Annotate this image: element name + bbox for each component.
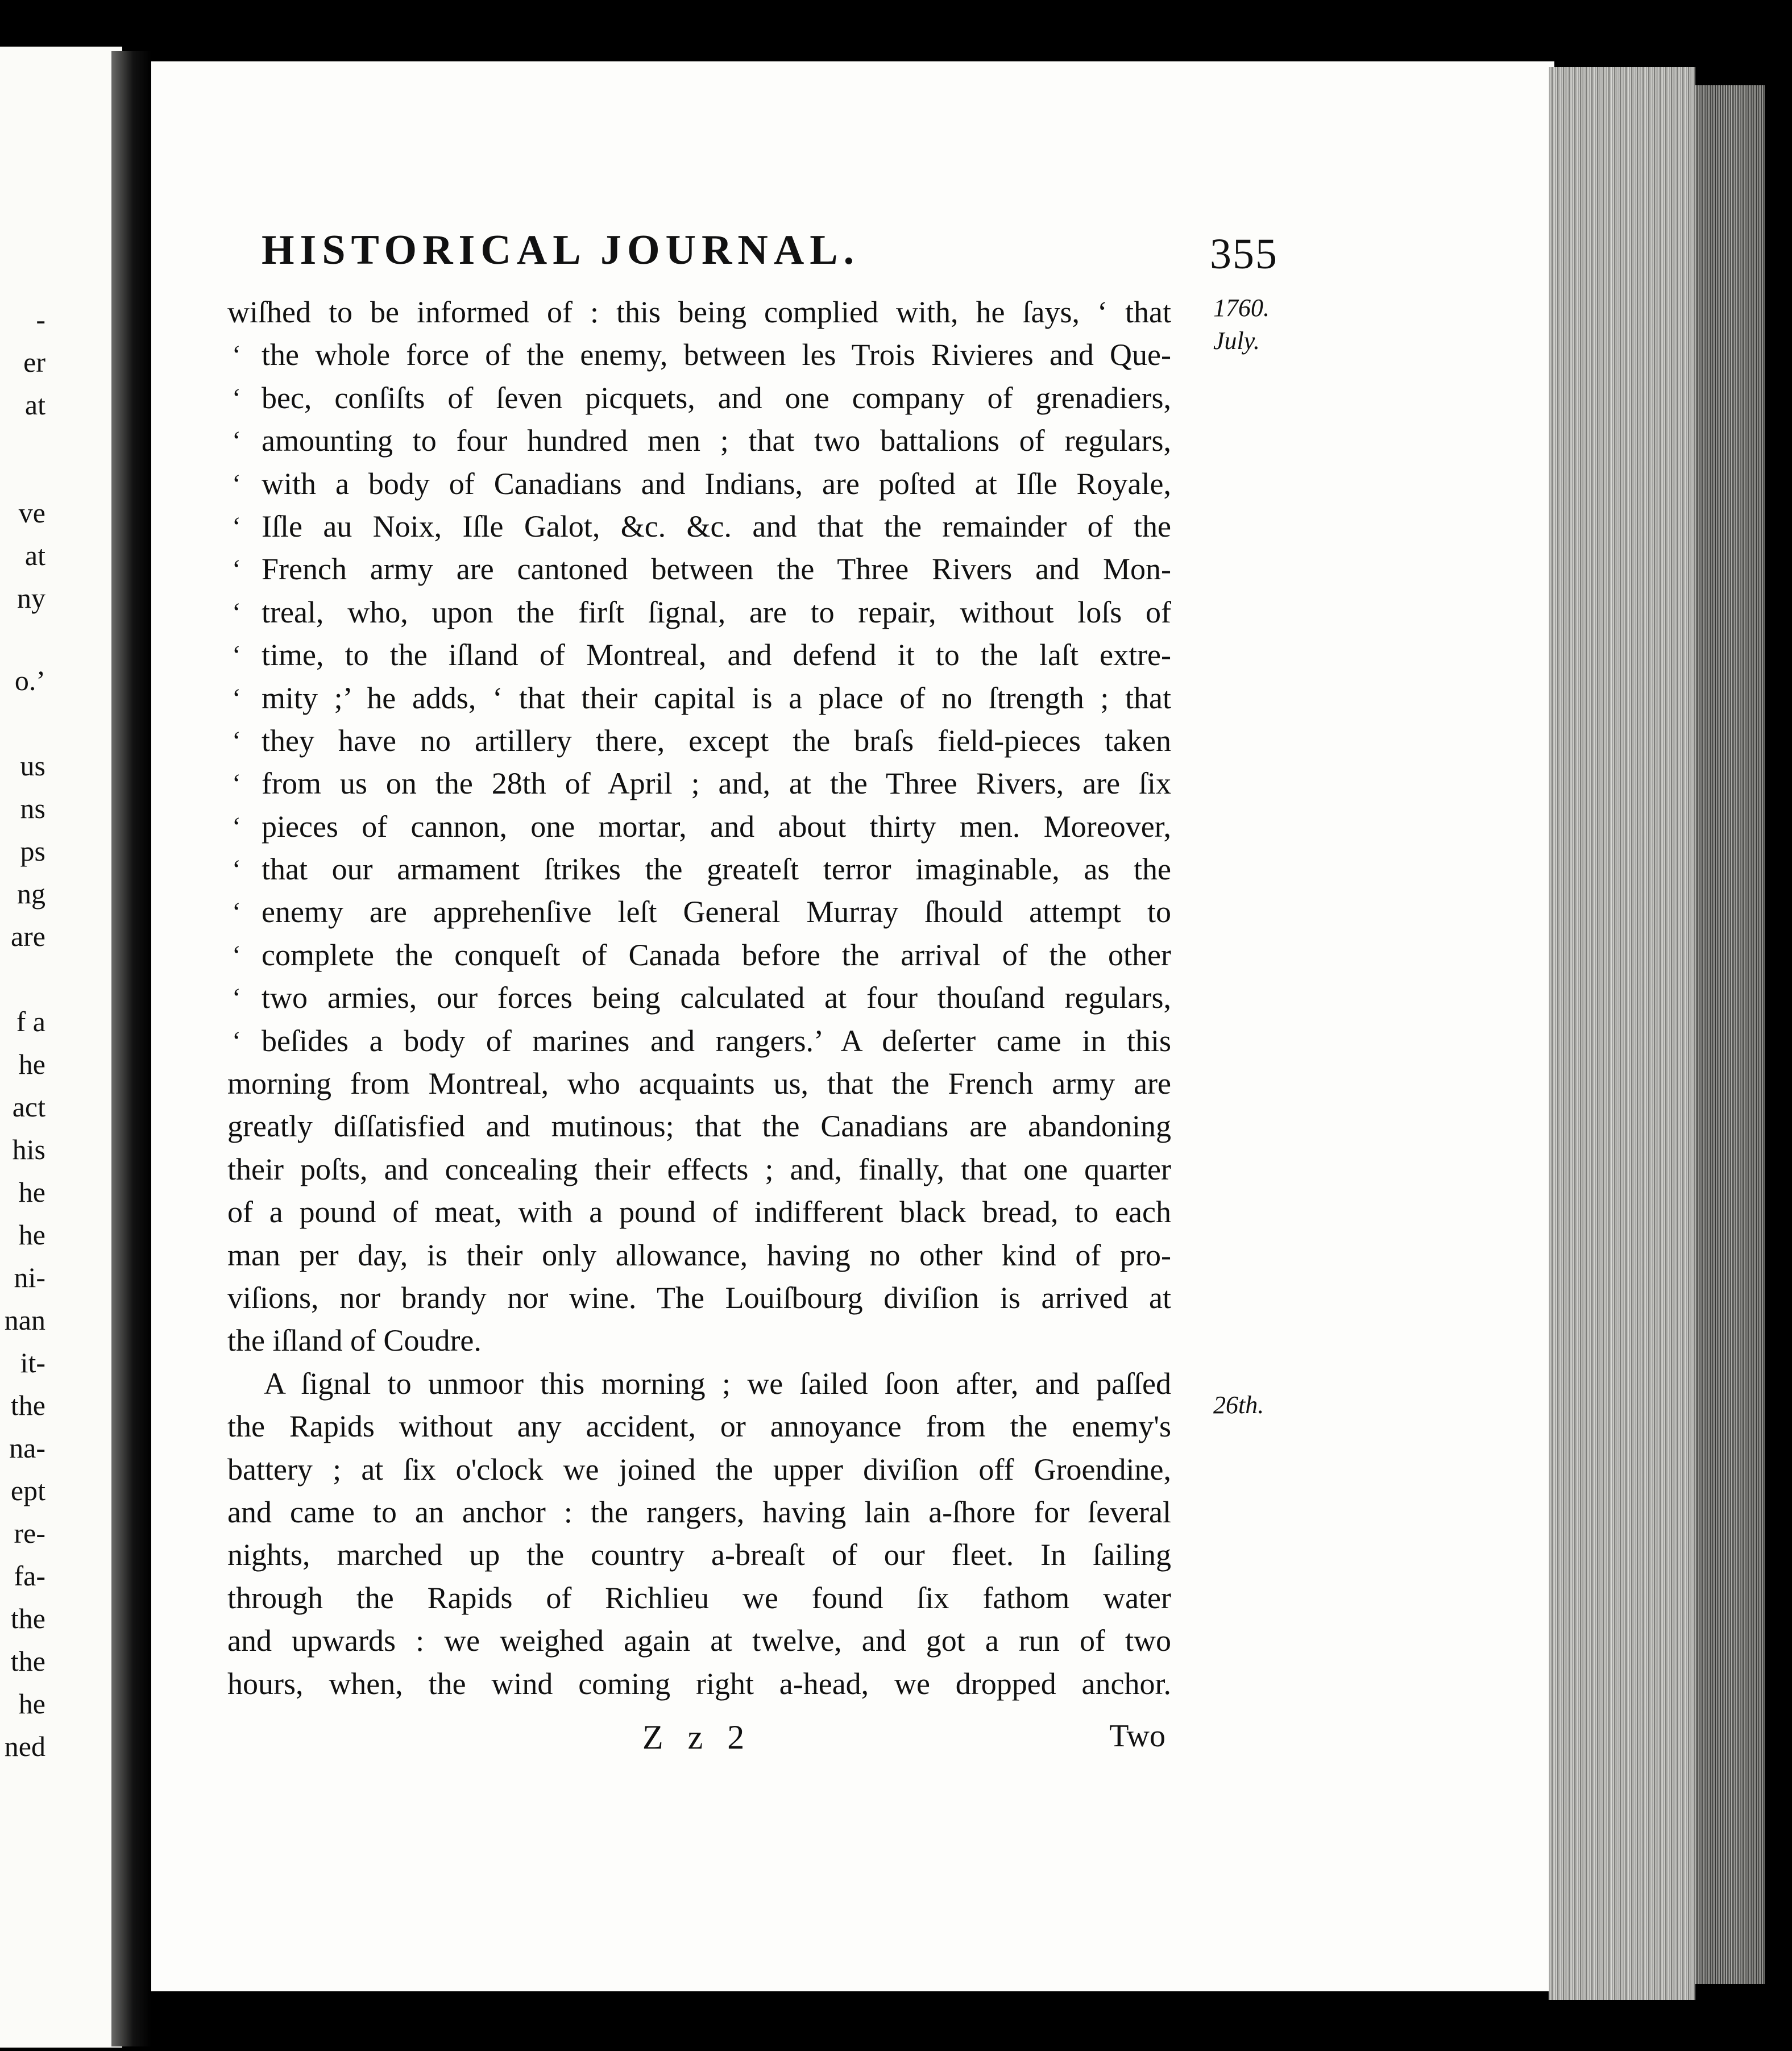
text-line: ‘ beſides a body of marines and rangers.’ A deſerter came in this — [227, 1020, 1171, 1062]
left-fragment: fa- — [14, 1560, 45, 1592]
left-fragment: ps — [20, 835, 45, 867]
left-fragment: re- — [14, 1517, 45, 1549]
text-line: hours, when, the wind coming right a-head, we dropped anchor. — [227, 1666, 1171, 1701]
text-line: the iſland of Coudre. — [227, 1323, 482, 1358]
text-line: A ſignal to unmoor this morning ; we ſailed ſoon after, and paſſed — [264, 1366, 1171, 1401]
left-fragment: act — [12, 1091, 45, 1123]
left-fragment: ny — [17, 582, 45, 614]
left-fragment: o.’ — [14, 665, 45, 696]
left-fragment: at — [24, 539, 45, 571]
left-fragment: he — [18, 1219, 45, 1251]
text-line: man per day, is their only allowance, having no other kind of pro- — [227, 1238, 1171, 1272]
left-fragment: ve — [18, 497, 45, 529]
text-line: ‘ time, to the iſland of Montreal, and defend it to the laſt extre- — [227, 634, 1171, 676]
signature-mark: Z z 2 — [642, 1718, 753, 1756]
left-fragment: the — [10, 1602, 45, 1634]
text-line: wiſhed to be informed of : this being complied with, he ſays, ‘ that — [227, 295, 1171, 329]
left-fragment: ns — [20, 792, 45, 824]
left-page — [0, 47, 122, 2048]
text-line: ‘ bec, conſiſts of ſeven picquets, and one company of grenadiers, — [227, 377, 1171, 420]
text-line: ‘ they have no artillery there, except the braſs field-pieces taken — [227, 720, 1171, 762]
text-line: greatly diſſatisfied and mutinous; that the Canadians are abandoning — [227, 1109, 1171, 1144]
page-edges — [1549, 67, 1695, 2000]
left-fragment: his — [12, 1134, 45, 1165]
body-text — [227, 291, 1171, 1705]
left-fragment: the — [10, 1645, 45, 1677]
text-line: and upwards : we weighed again at twelve, and got a run of two — [227, 1624, 1171, 1658]
text-line: ‘ two armies, our forces being calculated at four thouſand regulars, — [227, 977, 1171, 1019]
text-line: ‘ from us on the 28th of April ; and, at the Three Rivers, are ſix — [227, 762, 1171, 805]
text-line: through the Rapids of Richlieu we found ſix fathom water — [227, 1580, 1171, 1615]
text-line: nights, marched up the country a-breaſt of our fleet. In ſailing — [227, 1538, 1171, 1572]
text-line: ‘ complete the conqueſt of Canada before the arrival of the other — [227, 934, 1171, 977]
left-fragment: he — [18, 1176, 45, 1208]
text-line: ‘ amounting to four hundred men ; that two battalions of regulars, — [227, 420, 1171, 462]
left-fragment: ni- — [14, 1261, 45, 1293]
back-cover — [1695, 85, 1765, 1984]
text-line: ‘ treal, who, upon the firſt ſignal, are to repair, without loſs of — [227, 591, 1171, 634]
left-fragment: ng — [17, 878, 45, 910]
text-line: ‘ enemy are apprehenſive leſt General Murray ſhould attempt to — [227, 891, 1171, 933]
left-fragment: ept — [10, 1475, 45, 1506]
text-line: battery ; at ſix o'clock we joined the upper diviſion off Groendine, — [227, 1452, 1171, 1487]
margin-note-month: July. — [1213, 327, 1260, 355]
text-line: of a pound of meat, with a pound of indifferent black bread, to each — [227, 1195, 1171, 1230]
text-line: ‘ with a body of Canadians and Indians, are poſted at Iſle Royale, — [227, 463, 1171, 505]
text-line: morning from Montreal, who acquaints us, that the French army are — [227, 1066, 1171, 1101]
left-fragment: - — [36, 304, 45, 335]
left-fragment: are — [10, 920, 45, 952]
left-fragment: the — [10, 1389, 45, 1421]
left-fragment: it- — [20, 1347, 45, 1379]
left-fragment: er — [23, 346, 45, 378]
left-fragment: us — [20, 750, 45, 782]
text-line: their poſts, and concealing their effects ; and, finally, that one quarter — [227, 1152, 1171, 1186]
running-head — [262, 226, 1217, 283]
text-line: viſions, nor brandy nor wine. The Louiſbourg diviſion is arrived at — [227, 1280, 1171, 1315]
text-line: the Rapids without any accident, or annoyance from the enemy's — [227, 1409, 1171, 1444]
left-fragment: ned — [4, 1730, 45, 1762]
margin-note-year: 1760. — [1213, 294, 1270, 322]
text-line: ‘ pieces of cannon, one mortar, and about thirty men. Moreover, — [227, 806, 1171, 848]
left-page-text-fragments — [0, 47, 122, 2048]
left-fragment: na- — [9, 1432, 45, 1464]
text-line: ‘ French army are cantoned between the Three Rivers and Mon- — [227, 548, 1171, 591]
left-fragment: he — [18, 1688, 45, 1720]
page-number: 355 — [1210, 230, 1278, 278]
left-fragment: nan — [4, 1304, 45, 1336]
book-gutter — [111, 51, 151, 2046]
page-title: HISTORICAL JOURNAL. — [262, 227, 860, 273]
text-line: and came to an anchor : the rangers, having lain a-ſhore for ſeveral — [227, 1494, 1171, 1529]
left-fragment: f a — [16, 1006, 45, 1037]
catchword: Two — [1109, 1718, 1165, 1754]
text-line: ‘ Iſle au Noix, Iſle Galot, &c. &c. and that the remainder of the — [227, 505, 1171, 548]
page-footer — [227, 1718, 1165, 1763]
text-line: ‘ mity ;’ he adds, ‘ that their capital is a place of no ſtrength ; that — [227, 677, 1171, 720]
text-line: ‘ that our armament ſtrikes the greateſt terror imaginable, as the — [227, 848, 1171, 891]
margin-note-date: 26th. — [1213, 1391, 1264, 1419]
left-fragment: at — [24, 389, 45, 421]
text-line: ‘ the whole force of the enemy, between les Trois Rivieres and Que- — [227, 334, 1171, 376]
left-fragment: he — [18, 1048, 45, 1080]
